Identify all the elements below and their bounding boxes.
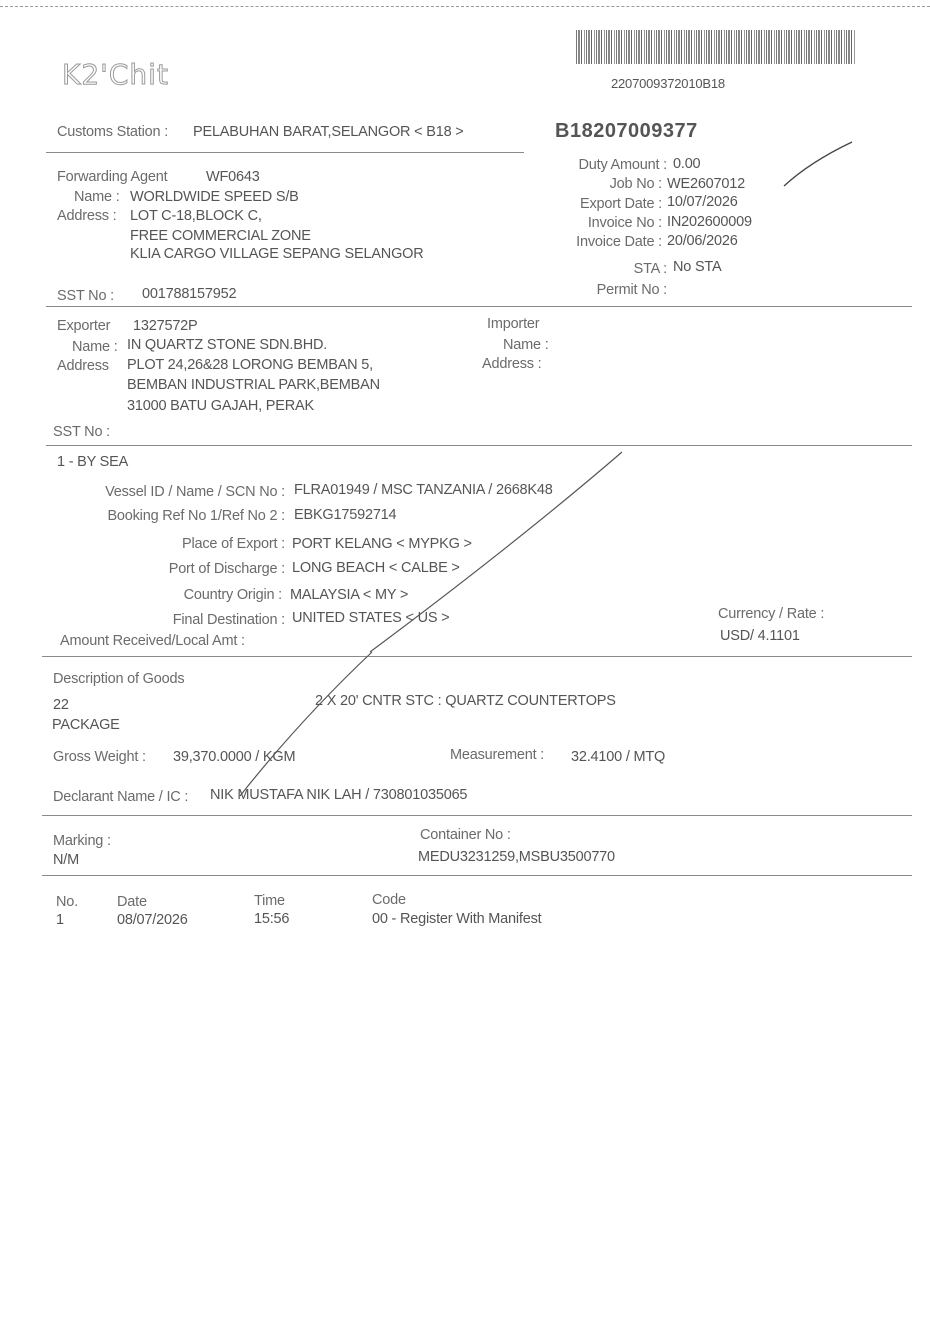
- exporter-code: 1327572P: [133, 318, 198, 334]
- port-discharge-label: Port of Discharge :: [168, 561, 285, 577]
- declarant: NIK MUSTAFA NIK LAH / 730801035065: [210, 787, 468, 803]
- log-header-time: Time: [254, 893, 285, 909]
- booking: EBKG17592714: [294, 507, 397, 523]
- agent-name: WORLDWIDE SPEED S/B: [130, 189, 299, 205]
- final-destination-label: Final Destination :: [172, 612, 285, 628]
- customs-station: PELABUHAN BARAT,SELANGOR < B18 >: [193, 124, 464, 140]
- job-no: WE2607012: [667, 176, 746, 192]
- currency-value: USD/ 4.1101: [720, 628, 800, 644]
- exporter-name: IN QUARTZ STONE SDN.BHD.: [127, 337, 328, 353]
- exporter-address-line-1: PLOT 24,26&28 LORONG BEMBAN 5,: [127, 357, 373, 373]
- customs-station-label: Customs Station :: [57, 124, 169, 140]
- log-row-no: 1: [56, 912, 64, 928]
- exporter-label: Exporter: [57, 318, 111, 334]
- invoice-no-label: Invoice No :: [587, 215, 662, 231]
- invoice-date: 20/06/2026: [667, 233, 738, 249]
- final-destination: UNITED STATES < US >: [292, 610, 450, 626]
- log-row-code: 00 - Register With Manifest: [372, 911, 542, 927]
- invoice-no: IN202600009: [667, 214, 752, 230]
- agent-address-label: Address :: [57, 208, 117, 224]
- importer-name-label: Name :: [503, 337, 549, 353]
- log-header-no: No.: [56, 894, 78, 910]
- goods-unit: PACKAGE: [52, 717, 120, 733]
- place-export: PORT KELANG < MYPKG >: [292, 536, 472, 552]
- gross-weight: 39,370.0000 / KGM: [173, 749, 296, 765]
- forwarding-agent: WF0643: [206, 169, 260, 185]
- agent-address-line-2: FREE COMMERCIAL ZONE: [130, 228, 311, 244]
- exporter-address-line-3: 31000 BATU GAJAH, PERAK: [127, 398, 314, 414]
- agent-sst-label: SST No :: [57, 288, 114, 304]
- exporter-name-label: Name :: [72, 339, 118, 355]
- measurement: 32.4100 / MTQ: [571, 749, 666, 765]
- agent-address-line-1: LOT C-18,BLOCK C,: [130, 208, 262, 224]
- duty-amount: 0.00: [673, 156, 701, 172]
- permit-label: Permit No :: [596, 282, 667, 298]
- log-row-date: 08/07/2026: [117, 912, 188, 928]
- country-origin: MALAYSIA < MY >: [290, 587, 409, 603]
- log-row-time: 15:56: [254, 911, 290, 927]
- container-label: Container No :: [420, 827, 511, 843]
- log-header-date: Date: [117, 894, 147, 910]
- measurement-label: Measurement :: [450, 747, 545, 763]
- job-no-label: Job No :: [609, 176, 662, 192]
- country-origin-label: Country Origin :: [183, 587, 282, 603]
- booking-label: Booking Ref No 1/Ref No 2 :: [107, 508, 285, 524]
- exporter-sst-label: SST No :: [53, 424, 110, 440]
- gross-weight-label: Gross Weight :: [53, 749, 146, 765]
- exporter-address-line-2: BEMBAN INDUSTRIAL PARK,BEMBAN: [127, 377, 380, 393]
- place-export-label: Place of Export :: [182, 536, 285, 552]
- declarant-label: Declarant Name / IC :: [53, 789, 189, 805]
- amount-label: Amount Received/Local Amt :: [60, 633, 245, 649]
- port-discharge: LONG BEACH < CALBE >: [292, 560, 460, 576]
- sta-value: No STA: [673, 259, 722, 275]
- agent-sst: 001788157952: [142, 286, 237, 302]
- importer-address-label: Address :: [482, 356, 542, 372]
- agent-address-line-3: KLIA CARGO VILLAGE SEPANG SELANGOR: [130, 246, 424, 262]
- goods-quantity: 22: [53, 697, 69, 713]
- exporter-address-label: Address: [57, 358, 109, 374]
- marking-label: Marking :: [53, 833, 111, 849]
- export-date-label: Export Date :: [579, 196, 662, 212]
- description-label: Description of Goods: [53, 671, 185, 687]
- invoice-date-label: Invoice Date :: [576, 234, 662, 250]
- vessel-label: Vessel ID / Name / SCN No :: [105, 484, 285, 500]
- marking: N/M: [53, 852, 79, 868]
- sta-label: STA :: [633, 261, 667, 277]
- forwarding-agent-label: Forwarding Agent: [57, 169, 168, 185]
- duty-amount-label: Duty Amount :: [578, 157, 667, 173]
- importer-label: Importer: [487, 316, 540, 332]
- export-date: 10/07/2026: [667, 194, 738, 210]
- agent-name-label: Name :: [74, 189, 120, 205]
- transport-mode: 1 - BY SEA: [57, 454, 129, 470]
- goods-description: 2 X 20' CNTR STC : QUARTZ COUNTERTOPS: [315, 693, 616, 709]
- barcode-number: 2207009372010B18: [611, 76, 725, 91]
- reference-number: B18207009377: [555, 120, 698, 142]
- log-header-code: Code: [372, 892, 406, 908]
- k2-logo: K2'Chit: [62, 58, 169, 91]
- currency-label: Currency / Rate :: [718, 606, 825, 622]
- vessel: FLRA01949 / MSC TANZANIA / 2668K48: [294, 482, 553, 498]
- container-number: MEDU3231259,MSBU3500770: [418, 849, 615, 865]
